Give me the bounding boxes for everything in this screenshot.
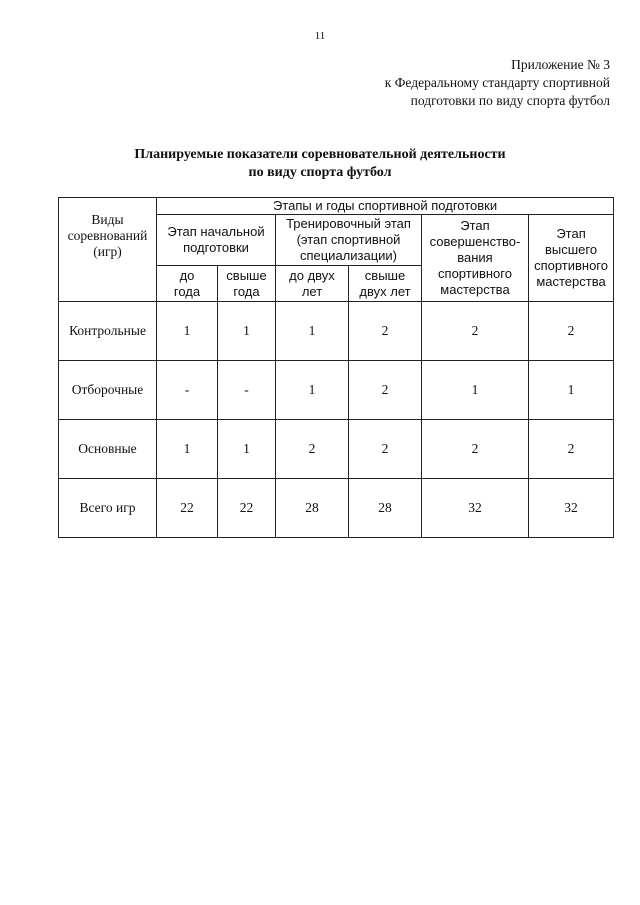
header-line: до <box>179 267 195 283</box>
table-cell: 1 <box>529 361 614 420</box>
page-number: 11 <box>314 30 326 42</box>
header-line: лет <box>301 283 323 299</box>
header-line: вания <box>457 250 493 265</box>
header-line: спортивного <box>438 266 512 281</box>
header-year-up-to-one <box>157 266 218 302</box>
table-cell: 2 <box>349 420 422 479</box>
header-stage-higher-mastery <box>529 215 614 302</box>
header-line: свыше <box>364 267 406 283</box>
table-cell: 1 <box>422 361 529 420</box>
header-line: Этап начальной <box>167 224 265 239</box>
table-cell: 32 <box>422 479 529 538</box>
table-cell: - <box>157 361 218 420</box>
header-line: двух лет <box>359 283 411 299</box>
header-line: года <box>233 283 260 299</box>
table-cell: 2 <box>422 420 529 479</box>
table-cell: 2 <box>349 361 422 420</box>
competition-table <box>58 197 614 538</box>
appendix-line: Приложение № 3 <box>511 57 610 72</box>
header-line: Виды <box>91 212 124 227</box>
table-cell: 1 <box>276 361 349 420</box>
header-stage-initial <box>157 215 276 266</box>
table-cell: 1 <box>157 420 218 479</box>
header-stage-training <box>276 215 422 266</box>
header-year-over-two <box>349 266 422 302</box>
header-line: специализации) <box>299 248 398 263</box>
header-stage-improvement <box>422 215 529 302</box>
appendix-line: к Федеральному стандарту спортивной <box>384 75 610 90</box>
header-line: соревнований <box>67 228 148 243</box>
header-line: высшего <box>544 242 598 257</box>
row-label: Основные <box>59 420 157 479</box>
table-cell: 28 <box>276 479 349 538</box>
appendix-line: подготовки по виду спорта футбол <box>410 93 610 108</box>
table-cell: 2 <box>529 302 614 361</box>
table-cell: 2 <box>349 302 422 361</box>
title-line: по виду спорта футбол <box>248 165 392 180</box>
table-row <box>59 420 614 479</box>
header-line: свыше <box>226 267 267 283</box>
header-line: до двух <box>289 267 335 283</box>
table-cell: 2 <box>276 420 349 479</box>
table-row <box>59 361 614 420</box>
header-line: года <box>173 283 201 299</box>
table-cell: 2 <box>422 302 529 361</box>
table-cell: - <box>218 361 276 420</box>
header-line: (игр) <box>93 244 122 259</box>
table-cell: 22 <box>157 479 218 538</box>
header-line: (этап спортивной <box>296 232 401 247</box>
header-line: мастерства <box>536 274 606 289</box>
header-line: спортивного <box>534 258 608 273</box>
header-line: мастерства <box>440 282 510 297</box>
table-cell: 22 <box>218 479 276 538</box>
table-cell: 1 <box>218 302 276 361</box>
header-line: подготовки <box>183 240 249 255</box>
row-label: Отборочные <box>59 361 157 420</box>
header-line: Тренировочный этап <box>286 216 411 231</box>
title-line: Планируемые показатели соревновательной деятельности <box>134 147 506 162</box>
table-cell: 1 <box>218 420 276 479</box>
header-year-over-one <box>218 266 276 302</box>
header-competition-types <box>59 198 157 302</box>
table-cell: 32 <box>529 479 614 538</box>
row-label: Всего игр <box>59 479 157 538</box>
table-cell: 1 <box>157 302 218 361</box>
header-line: Этап <box>556 226 586 241</box>
document-title <box>0 146 640 182</box>
table-cell: 1 <box>276 302 349 361</box>
table-cell: 28 <box>349 479 422 538</box>
row-label: Контрольные <box>59 302 157 361</box>
header-year-up-to-two <box>276 266 349 302</box>
header-line: Этап <box>460 218 490 233</box>
appendix-note <box>385 56 610 110</box>
header-stages-and-years: Этапы и годы спортивной подготовки <box>157 198 614 215</box>
table-cell: 2 <box>529 420 614 479</box>
header-line: совершенство- <box>429 234 521 249</box>
table-row <box>59 479 614 538</box>
table-row <box>59 302 614 361</box>
